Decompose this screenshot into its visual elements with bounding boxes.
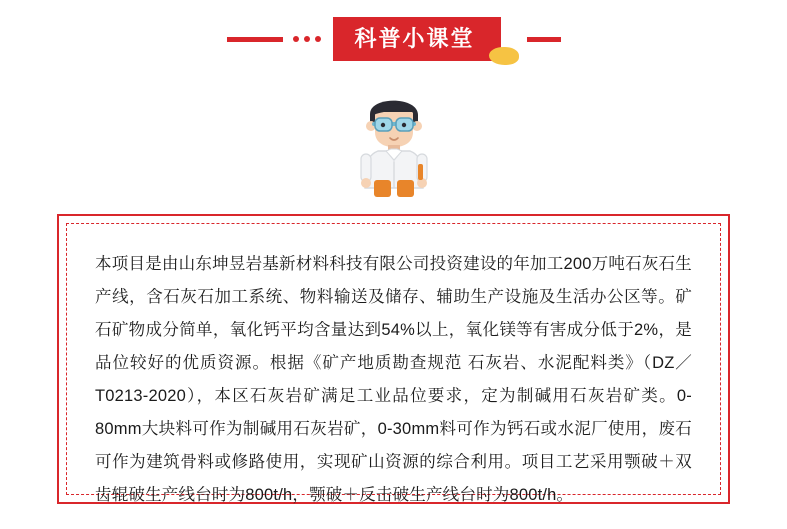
header-banner — [226, 14, 560, 64]
content-card — [57, 214, 730, 504]
header-left-bar-icon — [226, 37, 282, 42]
page-header — [0, 0, 787, 86]
project-description-paragraph: 本项目是由山东坤昱岩基新材料科技有限公司投资建设的年加工200万吨石灰石生产线，含石灰石加工系统、物料输送及储存、辅助生产设施及生活办公区等。矿石矿物成分简单，氧化钙平均含量达到54%以上，氧化镁等有害成分低于2%，是品位较好的优质资源。根据《矿产地质勘查规范 石灰岩、水泥配料类》（DZ／T0213-2020），本区石灰岩矿满足工业品位要求，定为制碱用石灰岩矿类。0-80mm大块料可作为制碱用石灰岩矿，0-30mm料可作为钙石或水泥厂使用，废石可作为建筑骨料或修路使用，实现矿山资源的综合利用。项目工艺采用颚破＋双齿辊破生产线台时为800t/h，颚破＋反击破生产线台时为800t/h。 — [95, 255, 692, 504]
content-card-inner — [66, 223, 721, 504]
mascot-illustration — [334, 84, 454, 199]
page-title: 科普小课堂 — [354, 26, 475, 52]
header-title-plate — [332, 17, 500, 61]
header-dots-icon — [292, 36, 320, 42]
header-right-bar-icon — [527, 37, 561, 42]
yellow-blob-icon — [489, 47, 519, 65]
